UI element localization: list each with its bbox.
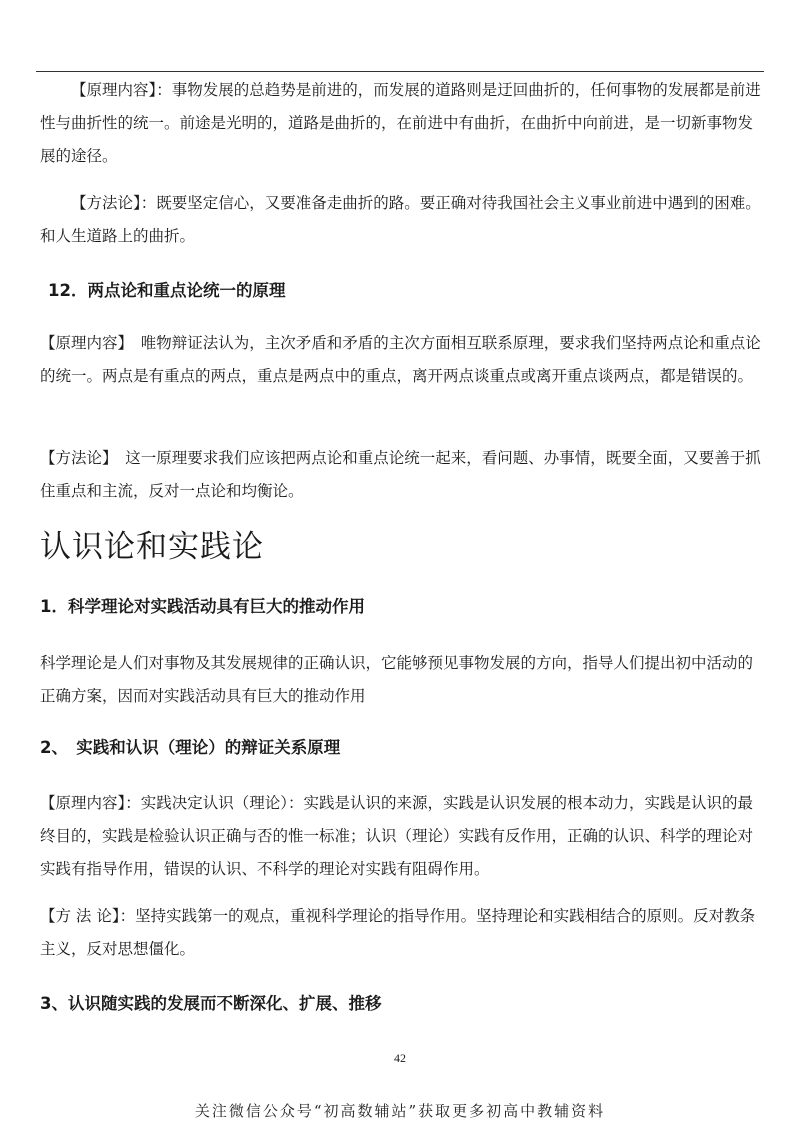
label-principle: 【原理内容】 [40,794,126,812]
paragraph-text: 这一原理要求我们应该把两点论和重点论统一起来，看问题、办事情，既要全面，又要善于抓住重点和主流，反对一点论和均衡论。 [40,449,761,500]
paragraph-method-practice [40,900,764,966]
section-heading-2: 2、 实践和认识（理论）的辩证关系原理 [40,738,341,757]
paragraph-principle-practice [40,787,764,886]
chapter-title: 认识论和实践论 [40,529,264,565]
label-principle: 【原理内容】 [40,334,126,352]
paragraph-text: ：坚持实践第一的观点，重视科学理论的指导作用。坚持理论和实践相结合的原则。反对教条主义，反对思想僵化。 [40,907,756,958]
paragraph-text: ：既要坚定信心，又要准备走曲折的路。要正确对待我国社会主义事业前进中遇到的困难。和人生道路上的曲折。 [40,194,761,245]
section-heading-3: 3、认识随实践的发展而不断深化、扩展、推移 [40,994,382,1013]
footer-note: 关注微信公众号“初高数辅站”获取更多初高中教辅资料 [194,1102,606,1120]
paragraph-method-two-points [40,442,764,508]
label-method: 【方 法 论】 [40,907,120,925]
section-heading-12: 12．两点论和重点论统一的原理 [48,281,286,300]
paragraph-science-theory: 科学理论是人们对事物及其发展规律的正确认识，它能够预见事物发展的方向，指导人们提出初中活动的正确方案，因而对实践活动具有巨大的推动作用 [40,654,754,705]
paragraph-principle-two-points [40,327,764,393]
header-rule [36,71,764,72]
paragraph-text: ：事物发展的总趋势是前进的，而发展的道路则是迂回曲折的，任何事物的发展都是前进性与曲折性的统一。前途是光明的，道路是曲折的，在前进中有曲折，在曲折中向前进，是一切新事物发展的途径。 [40,81,761,165]
page-number: 42 [394,1051,406,1065]
label-method: 【方法论】 [40,449,110,467]
paragraph-method-tortuous [40,187,764,253]
label-principle: 【原理内容】 [71,81,157,99]
label-method: 【方法论】 [71,194,141,212]
paragraph-principle-tortuous [40,74,764,173]
paragraph-text: ：实践决定认识（理论）：实践是认识的来源，实践是认识发展的根本动力，实践是认识的最终目的，实践是检验认识正确与否的惟一标准；认识（理论）实践有反作用，正确的认识、科学的理论对实践有指导作用，错误的认识、不科学的理论对实践有阻碍作用。 [40,794,754,878]
paragraph-text: 唯物辩证法认为，主次矛盾和矛盾的主次方面相互联系原理，要求我们坚持两点论和重点论的统一。两点是有重点的两点，重点是两点中的重点，离开两点谈重点或离开重点谈两点，都是错误的。 [40,334,761,385]
section-heading-1: 1．科学理论对实践活动具有巨大的推动作用 [40,597,365,616]
